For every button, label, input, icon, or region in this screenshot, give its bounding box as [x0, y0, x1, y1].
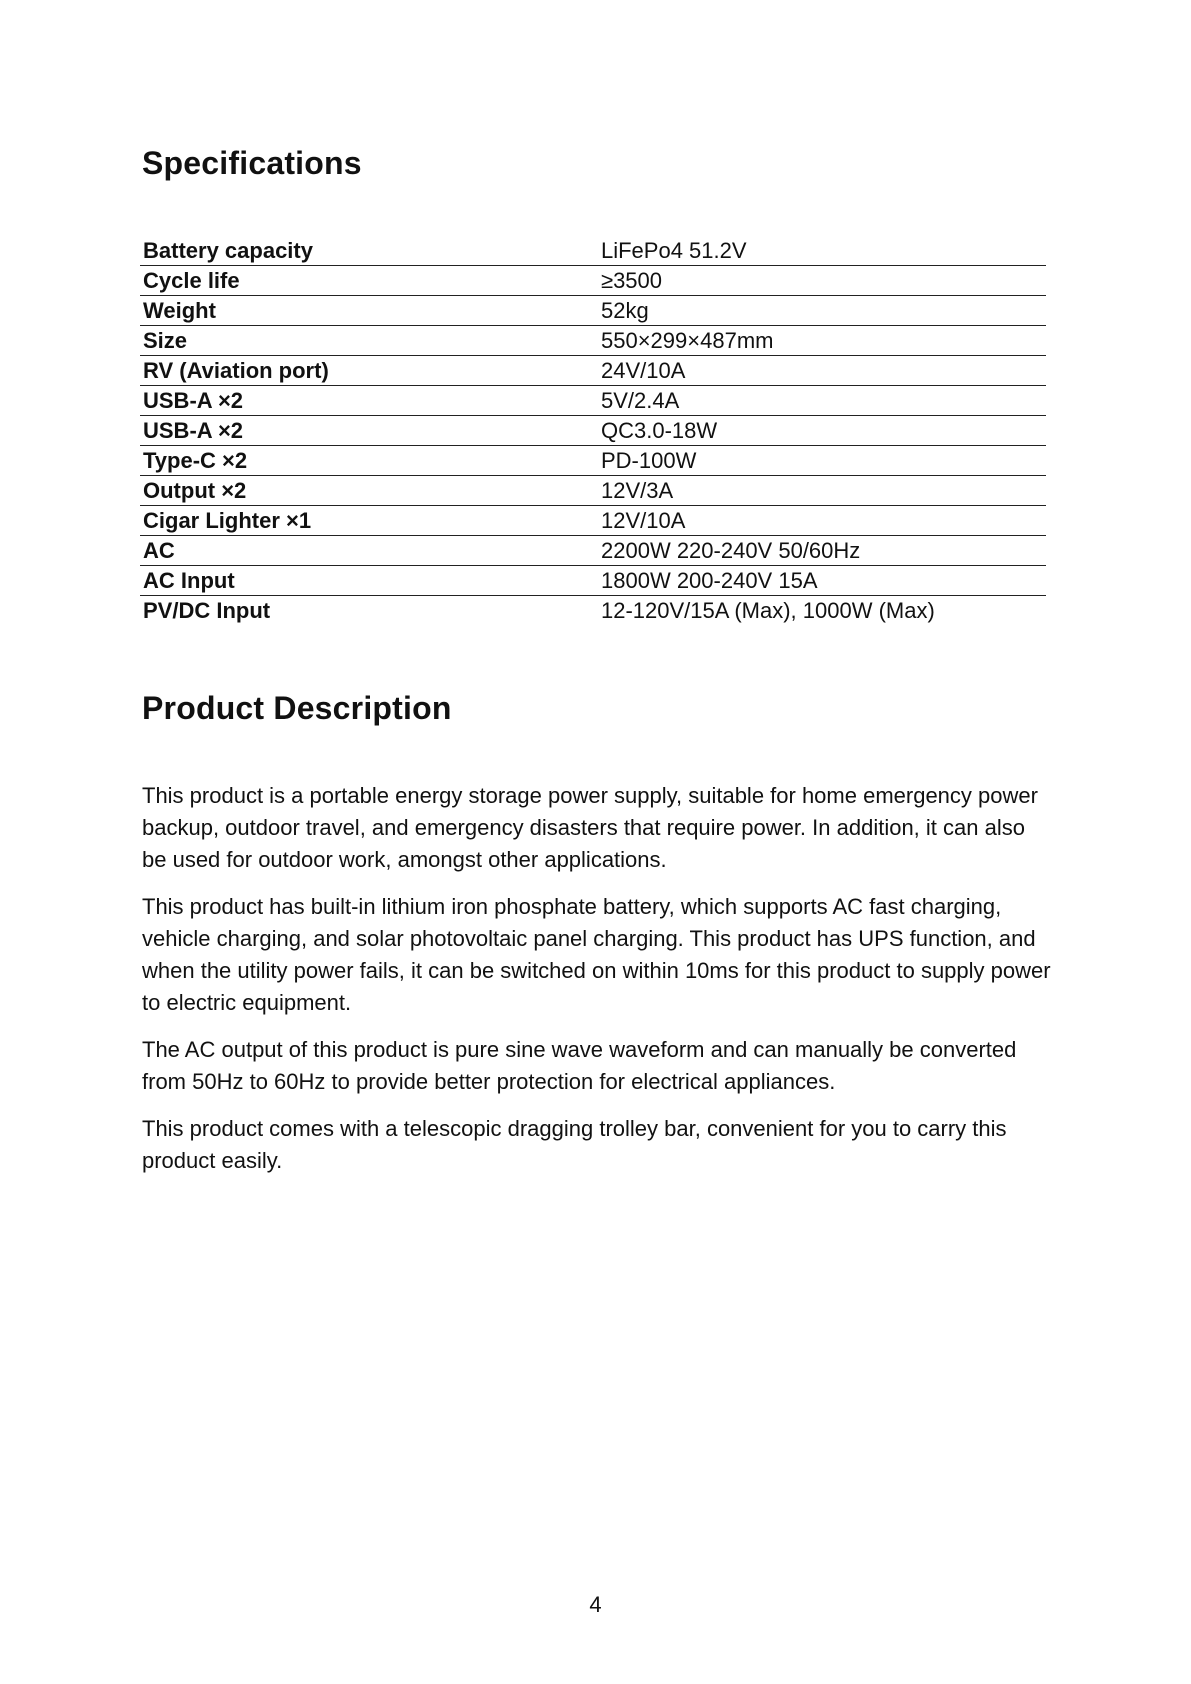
spec-value: PD-100W	[598, 446, 1046, 476]
spec-label: Type-C ×2	[140, 446, 598, 476]
table-row	[140, 476, 1046, 506]
table-row	[140, 446, 1046, 476]
spec-label: Cycle life	[140, 266, 598, 296]
table-row	[140, 236, 1046, 266]
table-row	[140, 596, 1046, 626]
spec-label: Size	[140, 326, 598, 356]
spec-value: 12V/10A	[598, 506, 1046, 536]
table-row	[140, 326, 1046, 356]
table-row	[140, 356, 1046, 386]
table-row	[140, 566, 1046, 596]
description-paragraph: This product is a portable energy storage power supply, suitable for home emergency power backup, outdoor travel, and emergency disasters that require power. In addition, it can also be used for outdoor work, amongst other applications.	[142, 783, 1038, 872]
spec-value: ≥3500	[598, 266, 1046, 296]
spec-label: Output ×2	[140, 476, 598, 506]
table-row	[140, 416, 1046, 446]
description-paragraph: This product has built-in lithium iron phosphate battery, which supports AC fast charging, vehicle charging, and solar photovoltaic panel charging. This product has UPS function, and when the utility power fails, it can be switched on within 10ms for this product to supply power to electric equipment.	[142, 894, 1051, 1015]
table-row	[140, 296, 1046, 326]
spec-value: LiFePo4 51.2V	[598, 236, 1046, 266]
spec-label: AC	[140, 536, 598, 566]
spec-value: 24V/10A	[598, 356, 1046, 386]
table-row	[140, 266, 1046, 296]
spec-value: 5V/2.4A	[598, 386, 1046, 416]
spec-value: 12-120V/15A (Max), 1000W (Max)	[601, 598, 935, 623]
spec-label: RV (Aviation port)	[140, 356, 598, 386]
spec-label: USB-A ×2	[140, 386, 598, 416]
spec-value: 550×299×487mm	[598, 326, 1046, 356]
specifications-table	[140, 236, 1046, 625]
spec-label: Weight	[140, 296, 598, 326]
spec-value: QC3.0-18W	[598, 416, 1046, 446]
spec-label: AC Input	[140, 566, 598, 596]
table-row	[140, 536, 1046, 566]
spec-value: 1800W 200-240V 15A	[598, 566, 1046, 596]
spec-value: 12V/3A	[598, 476, 1046, 506]
spec-value: 52kg	[598, 296, 1046, 326]
product-description-body	[142, 780, 1052, 1192]
description-paragraph: This product comes with a telescopic dragging trolley bar, convenient for you to carry this product easily.	[142, 1116, 1007, 1173]
description-paragraph: The AC output of this product is pure sine wave waveform and can manually be converted from 50Hz to 60Hz to provide better protection for electrical appliances.	[142, 1037, 1017, 1094]
spec-label: USB-A ×2	[140, 416, 598, 446]
table-row	[140, 386, 1046, 416]
spec-value: 2200W 220-240V 50/60Hz	[598, 536, 1046, 566]
spec-label: Cigar Lighter ×1	[140, 506, 598, 536]
page-number: 4	[589, 1592, 602, 1617]
table-row	[140, 506, 1046, 536]
specifications-heading: Specifications	[142, 145, 362, 181]
spec-label: PV/DC Input	[143, 598, 271, 623]
spec-label: Battery capacity	[140, 236, 598, 266]
product-description-heading: Product Description	[142, 690, 452, 726]
